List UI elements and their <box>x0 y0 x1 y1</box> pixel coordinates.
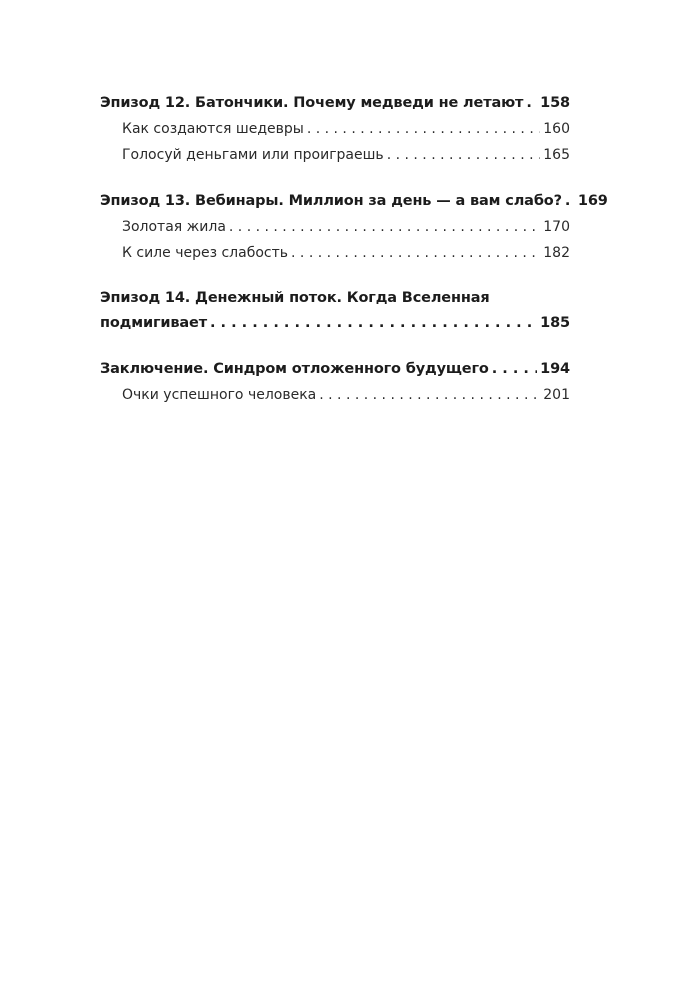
toc-chapter-14 <box>100 286 570 336</box>
toc-chapter-12 <box>100 90 570 168</box>
dot-leader <box>229 214 540 240</box>
toc-subentry-page: 160 <box>543 121 570 137</box>
toc-subentry-page: 170 <box>543 219 570 235</box>
toc-entry-title: Эпизод 12. Батончики. Почему медведи не летают <box>100 95 524 111</box>
toc-entry-line1[interactable] <box>100 286 570 310</box>
toc-subentry-page: 201 <box>543 387 570 403</box>
toc-subentry-page: 165 <box>543 147 570 163</box>
toc-entry-page: 158 <box>540 95 570 111</box>
toc-subentry-title: Золотая жила <box>122 219 226 235</box>
dot-leader <box>492 356 537 382</box>
toc-entry[interactable] <box>100 356 570 382</box>
toc-entry-page: 194 <box>540 361 570 377</box>
dot-leader <box>387 142 541 168</box>
toc-subentry[interactable] <box>100 382 570 408</box>
toc-conclusion <box>100 356 570 408</box>
toc-entry-title: подмигивает <box>100 315 207 331</box>
dot-leader <box>210 310 537 336</box>
toc-subentry-title: Голосуй деньгами или проиграешь <box>122 147 384 163</box>
dot-leader <box>291 240 540 266</box>
toc-chapter-13 <box>100 188 608 266</box>
toc-entry-title-line1: Эпизод 14. Денежный поток. Когда Вселенная <box>100 290 490 306</box>
toc-entry-page: 169 <box>577 193 608 209</box>
toc-entry-title: Эпизод 13. Вебинары. Миллион за день — а вам слабо? <box>100 193 562 209</box>
toc-subentry-title: Как создаются шедевры <box>122 121 304 137</box>
toc-subentry[interactable] <box>100 214 570 240</box>
dot-leader <box>307 116 540 142</box>
toc-entry[interactable] <box>100 188 608 214</box>
dot-leader <box>319 382 540 408</box>
dot-leader <box>526 90 537 116</box>
toc-subentry-title: Очки успешного человека <box>122 387 317 403</box>
toc-subentry[interactable] <box>100 142 570 168</box>
toc-subentry-title: К силе через слабость <box>122 245 289 261</box>
toc-subentry[interactable] <box>100 116 570 142</box>
toc-entry[interactable] <box>100 90 570 116</box>
toc-subentry[interactable] <box>100 240 570 266</box>
table-of-contents <box>100 90 608 428</box>
toc-subentry-page: 182 <box>543 245 570 261</box>
toc-entry-title: Заключение. Синдром отложенного будущего <box>100 361 489 377</box>
toc-entry[interactable] <box>100 310 570 336</box>
toc-entry-page: 185 <box>540 315 570 331</box>
dot-leader <box>565 188 575 214</box>
